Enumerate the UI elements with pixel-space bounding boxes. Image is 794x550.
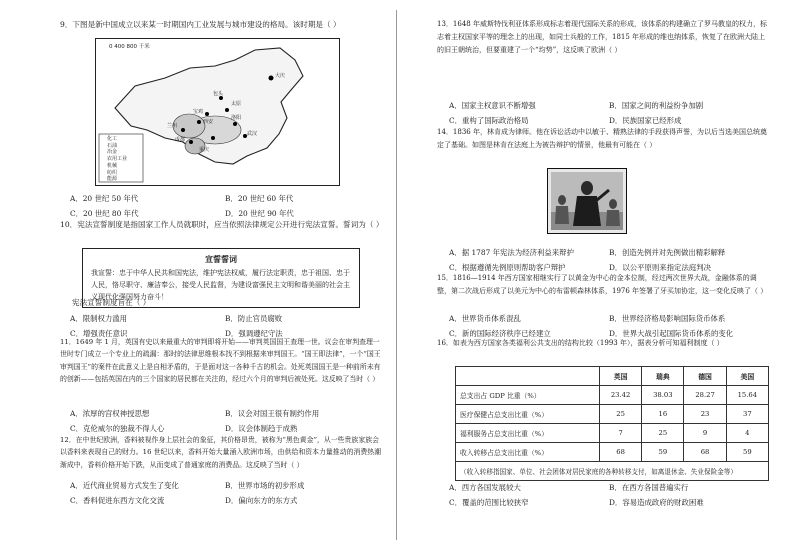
row-label: 医疗保健占总支出比重（%）	[456, 405, 600, 424]
table-cell: 59	[726, 443, 768, 462]
oath-title: 宣誓誓词	[205, 254, 237, 264]
option-c[interactable]: C．覆盖的范围比较狭窄	[449, 498, 529, 507]
legend-item: 化工	[107, 136, 118, 142]
table-cell: 25	[642, 424, 684, 443]
welfare-table	[455, 366, 769, 481]
map-city-label: 成都	[175, 137, 186, 143]
table-row	[456, 405, 769, 424]
option-d[interactable]: D．民族国家已经形成	[609, 116, 682, 125]
map-scale-label: 0 400 800 千米	[109, 44, 150, 50]
table-header-cell: 英国	[599, 367, 641, 386]
map-legend	[107, 136, 127, 183]
question-12-stem: 12．在中世纪欧洲，香料被视作身上层社会的象征，其价格昂贵，被称为“黑色黄金”，从一些贵族家族会以香料来表现自己的财力。16 世纪以来，香料开始大量涌入欧洲市场，由供给和资本力量推动的消费热潮渐成中，香料价格开始下跌，从而变成了普通家庭的消费品。这反映了当时（ ）	[60, 436, 382, 469]
question-9-options	[70, 193, 370, 219]
table-cell: 9	[684, 424, 726, 443]
table-cell: 7	[599, 424, 641, 443]
table-header-cell: 美国	[726, 367, 768, 386]
question-13-options	[449, 100, 759, 126]
courtroom-engraving	[547, 168, 627, 234]
map-city-label: 太原	[231, 101, 242, 107]
table-cell: 38.03	[642, 386, 684, 405]
option-b[interactable]: B．议会对国王很有制约作用	[225, 409, 320, 418]
option-b[interactable]: B．创造先例并对先例做出精彩解释	[609, 248, 726, 257]
table-header-cell	[456, 367, 600, 386]
option-b[interactable]: B．国家之间的利益纷争加剧	[609, 101, 704, 110]
question-13-stem: 13．1648 年威斯特伐利亚体系形成标志着现代国际关系的形成，该体系的构建确立了罗马教皇的权力，标志着主权国家平等的理念上的出现，如同士兵般的工作，1815 年形成的维也纳体系，恢复了在欧洲大陆上的旧王朝统治，但要重建了一个“均势”，这反映了欧洲（ ）	[437, 20, 767, 54]
option-c[interactable]: C．根据遵循先例原则帮助客户辩护	[449, 263, 566, 272]
option-b[interactable]: B．在西方各国普遍实行	[609, 483, 689, 492]
table-cell: 59	[642, 443, 684, 462]
option-c[interactable]: C．20 世纪 80 年代	[70, 209, 139, 218]
table-cell: 16	[642, 405, 684, 424]
option-d[interactable]: D．容易造成政府的财政困难	[609, 498, 704, 507]
lincoln-court-illustration	[547, 168, 627, 234]
legend-item: 纺织	[107, 169, 118, 176]
page-divider	[396, 10, 397, 540]
table-header-cell: 德国	[684, 367, 726, 386]
table-row	[456, 386, 769, 405]
question-16-options	[449, 482, 759, 508]
table-row	[456, 443, 769, 462]
table-header-row	[456, 367, 769, 386]
option-d[interactable]: D．强调遵纪守法	[225, 329, 283, 338]
table-header-cell: 瑞典	[642, 367, 684, 386]
question-15-stem: 15．1816—1914 年西方国家相继实行了以黄金为中心的金本位制，经过两次世界大战，金融体系的调整，第二次战后形成了以美元为中心的布雷顿森林体系，1976 年签署了牙买加协定，这一变化反映了（ ）	[437, 274, 768, 295]
option-a[interactable]: A．据 1787 年宪法为经济利益来辩护	[449, 248, 574, 257]
option-a[interactable]: A．世界货币体系混乱	[449, 314, 521, 323]
option-d[interactable]: D．20 世纪 90 年代	[225, 209, 294, 218]
table-cell: 23	[684, 405, 726, 424]
map-city-label: 西安	[203, 119, 214, 125]
table-cell: 23.42	[599, 386, 641, 405]
row-label: 总支出占 GDP 比重（%）	[456, 386, 600, 405]
option-c[interactable]: C．新的国际经济秩序已经建立	[449, 329, 551, 338]
option-a[interactable]: A．近代商业贸易方式发生了变化	[70, 481, 179, 490]
legend-item: 石油	[107, 142, 118, 149]
table-cell: 15.64	[726, 386, 768, 405]
china-industry-map	[95, 38, 340, 186]
question-16-stem: 16．如表为西方国家各类福利公共支出的结构比较（1993 年），据表分析可知福利制度（ ）	[437, 339, 724, 347]
china-map-figure	[95, 38, 340, 186]
question-12-options	[70, 480, 370, 506]
legend-item: 冶金	[107, 149, 118, 156]
map-city-label: 兰州	[167, 123, 178, 129]
option-d[interactable]: D．偏向东方的东方式	[225, 496, 298, 505]
legend-item: 机械	[107, 162, 118, 169]
map-city-label: 宝鸡	[193, 109, 204, 115]
table-row	[456, 424, 769, 443]
question-11-stem: 11．1649 年 1 月，英国有史以来最重大的审判即将开始——审判英国国王查理一世。议会在审判查理一世时专门成立一个专业上的疏漏：那时的法律思维根本找不到根据来审判国王。“国王即法律”，一个“国王审判国王”的案件在此意义上是自相矛盾的，于是面对这一各种千古的机会。处死英国国王是一种前所未有的创新——包括英国在内的三个国家的居民都在关注的，经过六个月的审判后被处死。这反映了当时（ ）	[60, 338, 381, 384]
row-label: 福利服务占总支出比重（%）	[456, 424, 600, 443]
option-c[interactable]: C．克伦威尔的独裁不得人心	[70, 424, 165, 433]
table-cell: 68	[599, 443, 641, 462]
row-label: 收入转移占总支出比重（%）	[456, 443, 600, 462]
table-note: （收入转移指国家、单位、社会团体对居民家庭的各种转移支付，如离退休金、失业保险金等）	[456, 462, 769, 481]
legend-item: 能源	[107, 176, 118, 183]
option-a[interactable]: A．20 世纪 50 年代	[70, 194, 139, 203]
map-city-label: 包头	[213, 91, 224, 97]
map-city-label: 洛阳	[231, 115, 242, 121]
table-cell: 4	[726, 424, 768, 443]
option-d[interactable]: D．以公平原则来指定法庭判决	[609, 263, 712, 272]
option-a[interactable]: A．限制权力滥用	[70, 314, 128, 323]
oath-text: 我宣誓：忠于中华人民共和国宪法，维护宪法权威，履行法定职责，忠于祖国、忠于人民，恪尽职守、廉洁奉公，接受人民监督，为建设富强民主文明和谐美丽的社会主义现代化强国努力奋斗！	[91, 269, 350, 301]
table-cell: 25	[599, 405, 641, 424]
question-15-options	[449, 313, 759, 339]
map-city-label: 武汉	[247, 131, 258, 137]
question-14-stem: 14．1836 年，林肯成为律师。他在诉讼活动中以敏于、精熟法律的手段获得声誉，为以后当选美国总统奠定了基础。如图是林肯在法庭上为被告辩护的情景，他最有可能在（ ）	[437, 128, 767, 149]
option-b[interactable]: B．防止官员腐败	[225, 314, 283, 323]
option-b[interactable]: B．世界市场的初步形成	[225, 481, 305, 490]
option-a[interactable]: A．浓厚的宫权神授思想	[70, 409, 150, 418]
legend-item: 农用工业	[107, 156, 128, 163]
question-10-tail: 宪法宣誓制度旨在（ ）	[72, 298, 151, 307]
option-c[interactable]: C．重构了国际政治格局	[449, 116, 529, 125]
map-city-label: 大庆	[275, 73, 286, 79]
option-b[interactable]: B．20 世纪 60 年代	[225, 194, 294, 203]
option-d[interactable]: D．议会体制趋于成熟	[225, 424, 298, 433]
question-11-options	[70, 408, 370, 434]
option-a[interactable]: A．国家主权意识不断增强	[449, 101, 536, 110]
question-14-options	[449, 247, 759, 273]
question-10-stem: 10．宪法宣誓制度是指国家工作人员就职时，应当依照法律规定公开进行宪法宣誓。誓词为（ ）	[60, 220, 384, 229]
map-city-label: 重庆	[199, 147, 210, 153]
table-note-row	[456, 462, 769, 481]
option-d[interactable]: D．世界大战引起国际货币体系的变化	[609, 329, 734, 338]
table-cell: 68	[684, 443, 726, 462]
option-c[interactable]: C．香料促进东西方文化交流	[70, 496, 165, 505]
option-c[interactable]: C．增强责任意识	[70, 329, 128, 338]
table-cell: 28.27	[684, 386, 726, 405]
question-9-stem: 9．下图是新中国成立以来某一时期国内工业发展与城市建设的格局。该时期是（ ）	[60, 20, 341, 29]
option-a[interactable]: A．西方各国发展较大	[449, 483, 521, 492]
table-cell: 37	[726, 405, 768, 424]
option-b[interactable]: B．世界经济格局影响国际货币体系	[609, 314, 726, 323]
